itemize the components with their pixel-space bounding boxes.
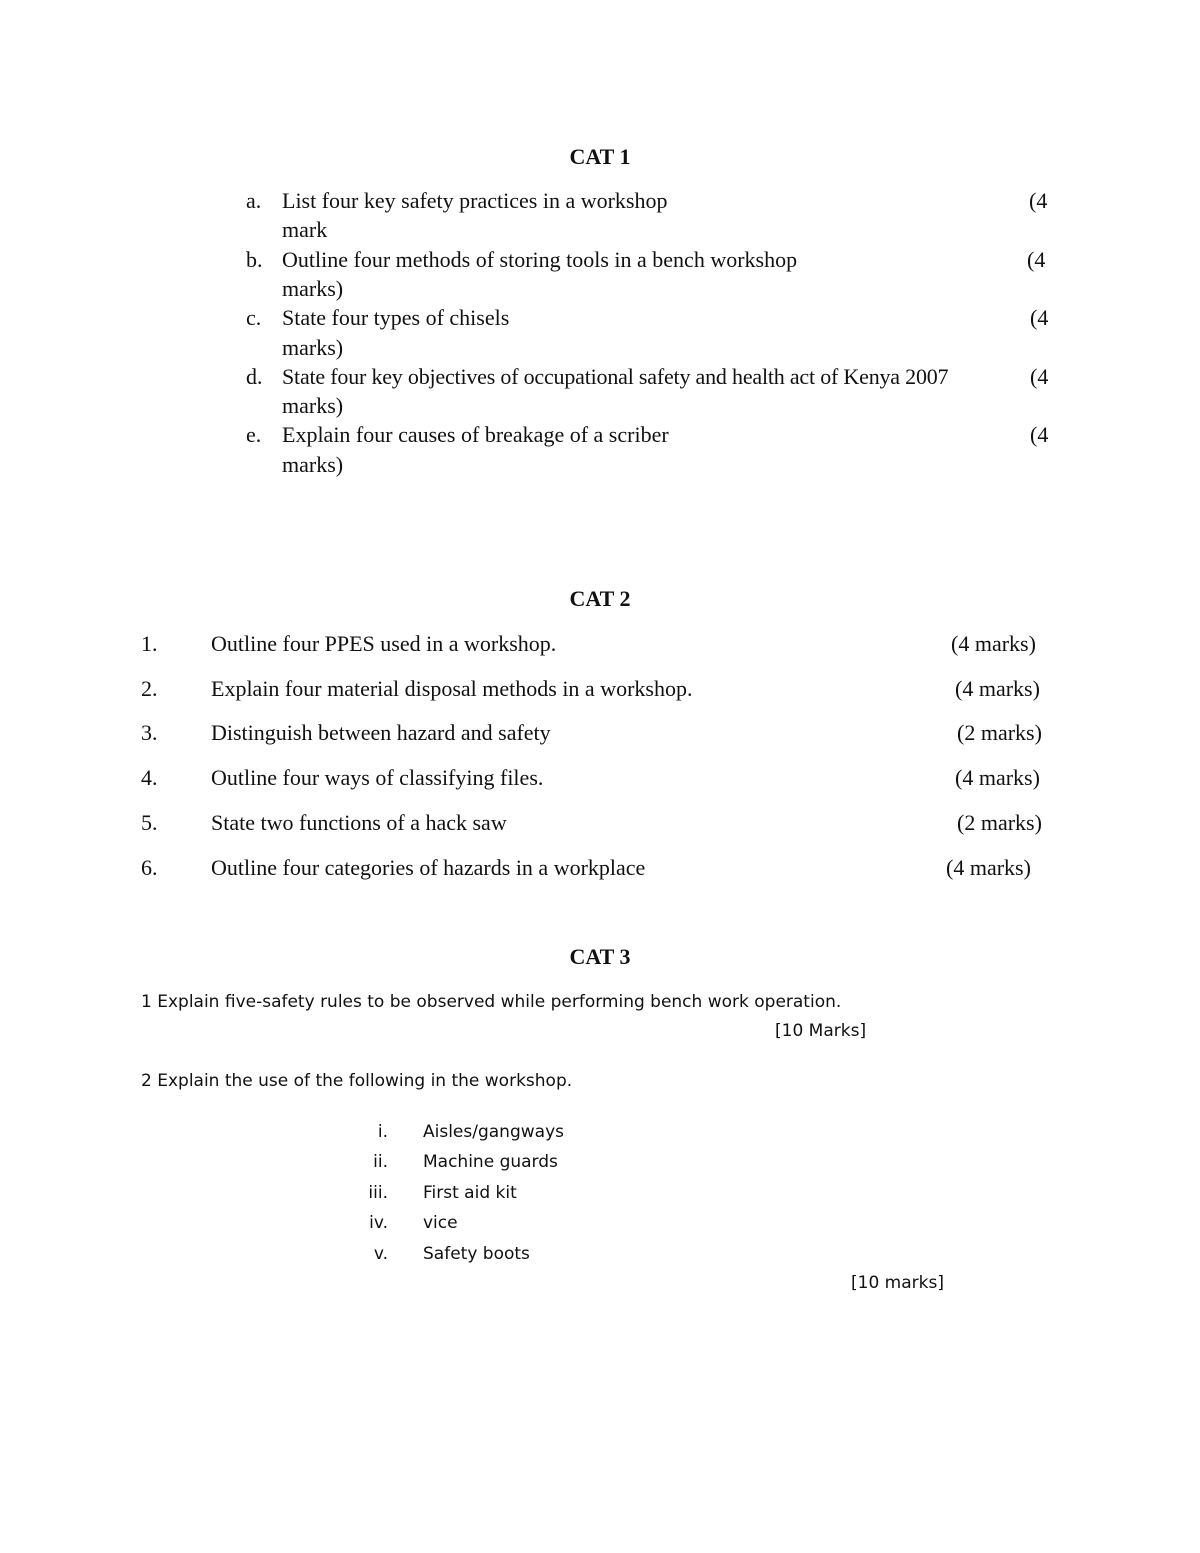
item-text: Distinguish between hazard and safety xyxy=(211,720,551,745)
item-marks: (4 marks) xyxy=(955,676,1040,701)
item-text: Explain four material disposal methods in a workshop. xyxy=(211,676,693,701)
item-marks: (2 marks) xyxy=(957,810,1042,835)
item-text: vice xyxy=(423,1213,458,1233)
item-text: State four types of chisels xyxy=(282,305,510,330)
item-marks-close: marks) xyxy=(282,335,344,360)
item-marks: (2 marks) xyxy=(957,720,1042,745)
item-text: Outline four PPES used in a workshop. xyxy=(211,631,557,656)
item-number: 6. xyxy=(141,855,158,880)
question-marks: [10 Marks] xyxy=(775,1021,867,1041)
item-text: Safety boots xyxy=(423,1244,530,1264)
item-number: iv. xyxy=(369,1213,388,1233)
item-number: 4. xyxy=(141,765,158,790)
item-marks-close: mark xyxy=(282,217,328,242)
item-number: 5. xyxy=(141,810,158,835)
question-text: 2 Explain the use of the following in the workshop. xyxy=(141,1071,573,1091)
item-marks-open: (4 xyxy=(1027,247,1046,272)
item-text: State four key objectives of occupational safety and health act of Kenya 2007 xyxy=(282,364,949,389)
item-text: Outline four methods of storing tools in a bench workshop xyxy=(282,247,798,272)
item-text: First aid kit xyxy=(423,1183,517,1203)
item-marks-open: (4 xyxy=(1029,188,1048,213)
item-text: List four key safety practices in a workshop xyxy=(282,188,668,213)
item-number: ii. xyxy=(373,1152,388,1172)
item-marks-open: (4 xyxy=(1030,422,1049,447)
item-marks-close: marks) xyxy=(282,393,344,418)
cat2-heading: CAT 2 xyxy=(569,586,631,611)
cat1-heading: CAT 1 xyxy=(569,144,631,169)
item-letter: b. xyxy=(246,247,263,272)
item-letter: a. xyxy=(246,188,262,213)
item-number: v. xyxy=(373,1244,388,1264)
item-text: Aisles/gangways xyxy=(423,1122,564,1142)
question-text: 1 Explain five-safety rules to be observed while performing bench work operation. xyxy=(141,992,842,1012)
item-number: iii. xyxy=(368,1183,388,1203)
item-marks-close: marks) xyxy=(282,452,344,477)
item-number: i. xyxy=(377,1122,388,1142)
item-number: 3. xyxy=(141,720,158,745)
item-text: Outline four categories of hazards in a workplace xyxy=(211,855,646,880)
item-text: Explain four causes of breakage of a scriber xyxy=(282,422,669,447)
item-letter: d. xyxy=(246,364,263,389)
item-text: State two functions of a hack saw xyxy=(211,810,507,835)
item-marks-close: marks) xyxy=(282,276,344,301)
item-marks: (4 marks) xyxy=(951,631,1036,656)
item-marks: (4 marks) xyxy=(955,765,1040,790)
item-marks-open: (4 xyxy=(1030,305,1049,330)
item-letter: c. xyxy=(246,305,262,330)
cat3-heading: CAT 3 xyxy=(569,944,631,969)
item-letter: e. xyxy=(246,422,262,447)
item-marks-open: (4 xyxy=(1030,364,1049,389)
item-number: 1. xyxy=(141,631,158,656)
question-marks: [10 marks] xyxy=(851,1273,944,1293)
item-text: Machine guards xyxy=(423,1152,558,1172)
item-number: 2. xyxy=(141,676,158,701)
item-marks: (4 marks) xyxy=(946,855,1031,880)
item-text: Outline four ways of classifying files. xyxy=(211,765,544,790)
